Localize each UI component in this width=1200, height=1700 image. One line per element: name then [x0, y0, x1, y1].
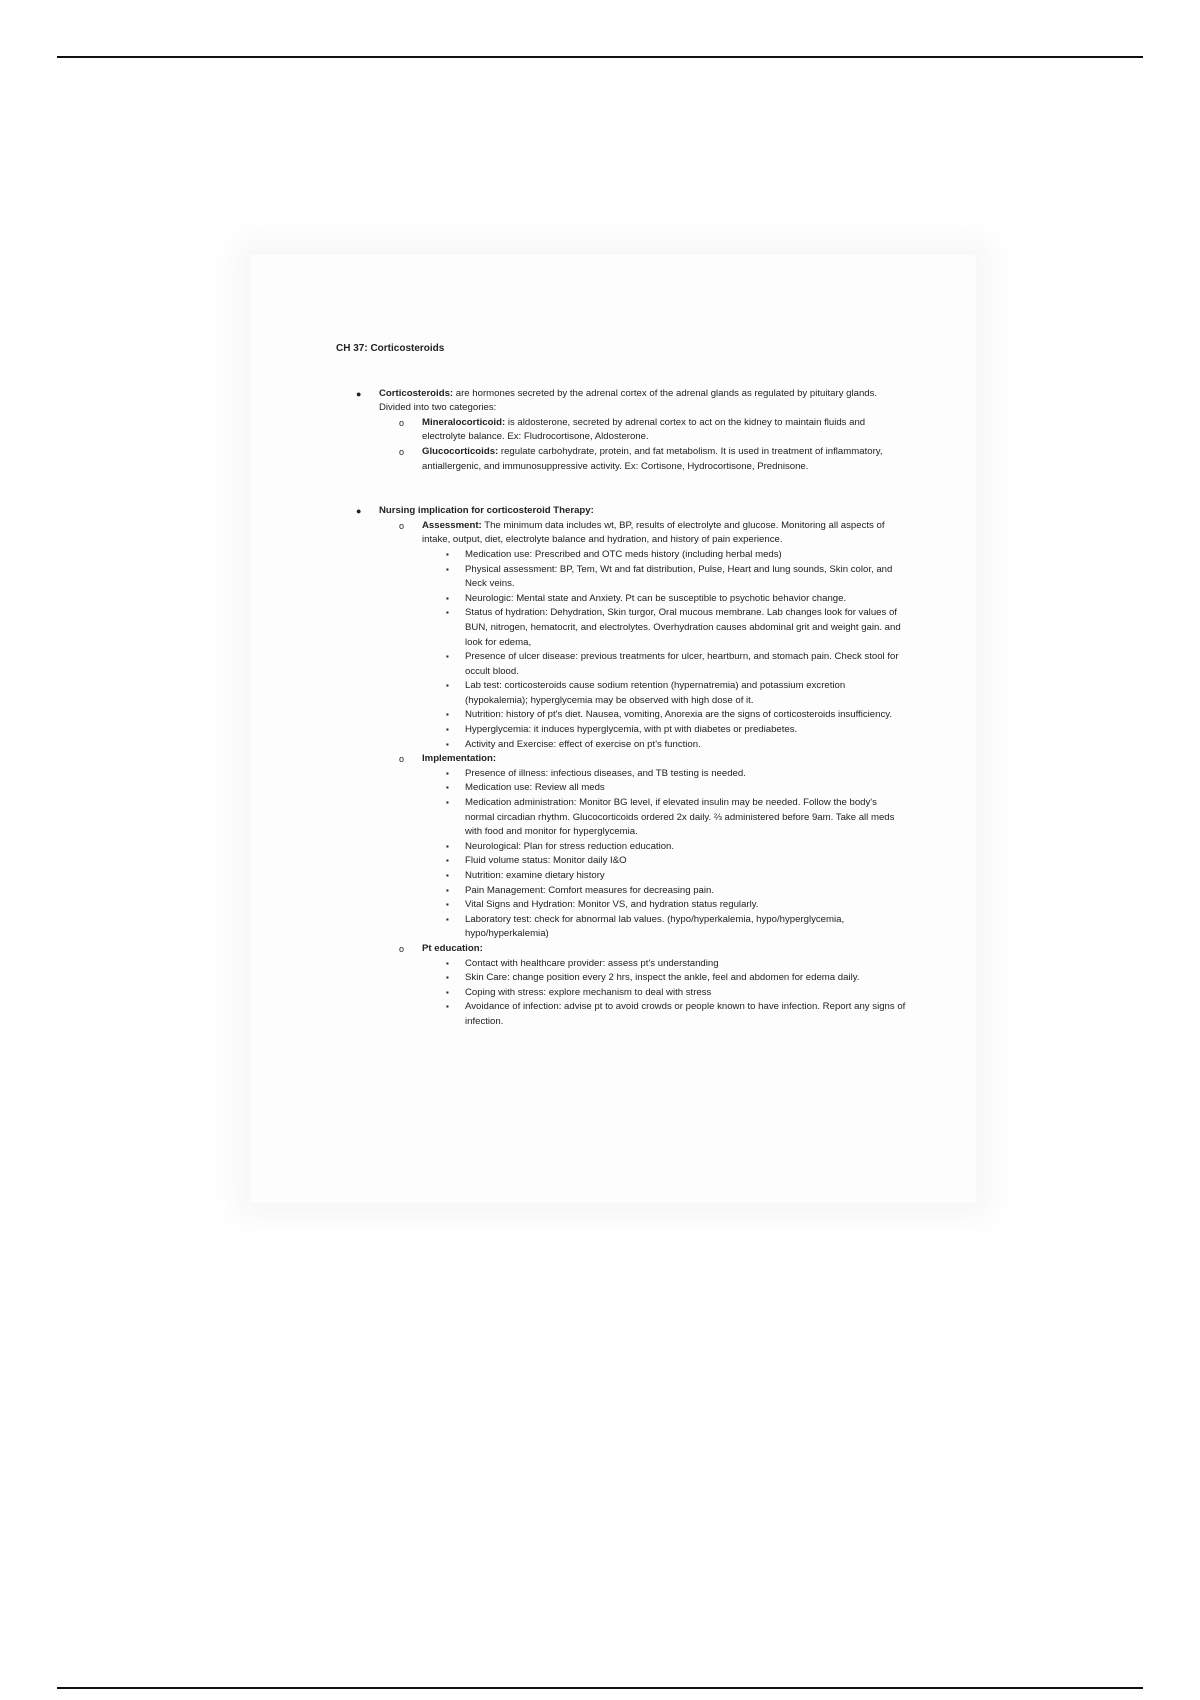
item-text: Presence of illness: infectious diseases, and TB testing is needed.	[465, 767, 746, 779]
square-bullet-icon: ▪	[446, 958, 449, 968]
item-text: Neurological: Plan for stress reduction education.	[465, 840, 675, 852]
disc-bullet-icon: ●	[356, 388, 362, 399]
square-bullet-icon: ▪	[446, 725, 449, 735]
list-item	[379, 752, 906, 942]
item-label: Mineralocorticoid:	[422, 416, 506, 428]
item-text: Fluid volume status: Monitor daily I&O	[465, 855, 627, 867]
item-text: Pain Management: Comfort measures for decreasing pain.	[465, 884, 715, 896]
circle-bullet-icon: o	[399, 520, 405, 531]
list-item	[422, 869, 906, 884]
document-content	[336, 342, 906, 1030]
square-bullet-icon: ▪	[446, 900, 449, 910]
item-label: Pt education:	[422, 942, 483, 954]
list-item	[379, 942, 906, 1030]
item-text: Nutrition: examine dietary history	[465, 870, 605, 881]
top-rule	[57, 56, 1143, 58]
list-item	[379, 416, 906, 445]
list-item	[422, 606, 906, 650]
list-item	[422, 563, 906, 592]
section-list	[336, 387, 906, 1030]
circle-bullet-icon: o	[399, 754, 405, 765]
item-text: Activity and Exercise: effect of exercise on pt's function.	[465, 738, 701, 750]
list-item	[422, 971, 906, 986]
item-label: Glucocorticoids:	[422, 445, 499, 457]
item-text: Skin Care: change position every 2 hrs, inspect the ankle, feel and abdomen for edema daily.	[465, 972, 860, 984]
square-bullet-icon: ▪	[446, 914, 449, 924]
item-label: Assessment:	[422, 519, 482, 531]
item-text: Avoidance of infection: advise pt to avoid crowds or people known to have infection. Report any signs of infection.	[465, 1001, 906, 1027]
square-bullet-icon: ▪	[446, 871, 449, 880]
list-item	[379, 519, 906, 753]
list-item	[422, 548, 906, 563]
list-item	[422, 781, 906, 796]
list-item	[422, 796, 906, 840]
item-text: is aldosterone, secreted by adrenal cortex to act on the kidney to maintain fluids and electrolyte balance. Ex: Fludrocortisone, Aldosterone.	[422, 416, 866, 443]
list-item	[422, 913, 906, 942]
item-text: Hyperglycemia: it induces hyperglycemia, with pt with diabetes or prediabetes.	[465, 724, 798, 736]
disc-bullet-icon: ●	[356, 506, 362, 517]
list-item	[422, 738, 906, 753]
bottom-rule	[57, 1687, 1143, 1689]
item-label: Implementation:	[422, 753, 497, 765]
square-bullet-icon: ▪	[446, 608, 449, 618]
list-item	[422, 650, 906, 679]
item-text: Nutrition: history of pt's diet. Nausea, vomiting, Anorexia are the signs of corticosteroids insufficiency.	[465, 709, 893, 721]
list-item	[422, 898, 906, 913]
square-bullet-icon: ▪	[446, 564, 449, 574]
list-item	[422, 708, 906, 723]
list-item	[422, 986, 906, 1001]
item-text: Medication use: Prescribed and OTC meds history (including herbal meds)	[465, 548, 782, 560]
square-bullet-icon: ▪	[446, 987, 449, 997]
item-text: are hormones secreted by the adrenal cortex of the adrenal glands as regulated by pituitary glands. Divided into two categories:	[379, 387, 878, 414]
item-label: Corticosteroids:	[379, 387, 454, 399]
page-title: CH 37: Corticosteroids	[336, 343, 445, 354]
item-text: Presence of ulcer disease: previous treatments for ulcer, heartburn, and stomach pain. Check stool for occult blood.	[465, 651, 899, 677]
square-bullet-icon: ▪	[446, 652, 449, 662]
circle-bullet-icon: o	[399, 417, 405, 428]
item-text: Lab test: corticosteroids cause sodium retention (hypernatremia) and potassium excretion (hypokalemia); hyperglycemia may be observed with high dose of it.	[465, 680, 846, 706]
list-item	[422, 840, 906, 855]
item-text: Medication administration: Monitor BG level, if elevated insulin may be needed. Follow the body's normal circadian rhythm. Glucocorticoids ordered 2x daily. ⅔ administered before 9am. Take all meds with food and monitor for hyperglycemia.	[465, 797, 895, 838]
list-item	[422, 592, 906, 607]
square-bullet-icon: ▪	[446, 841, 449, 851]
square-bullet-icon: ▪	[446, 739, 449, 749]
item-text: regulate carbohydrate, protein, and fat metabolism. It is used in treatment of inflammatory, antiallergenic, and immunosuppressive activity. Ex: Cortisone, Hydrocortisone, Prednisone.	[422, 445, 883, 472]
list-item	[336, 387, 906, 475]
list-item	[422, 854, 906, 869]
list-item	[336, 504, 906, 1029]
square-bullet-icon: ▪	[446, 681, 449, 691]
item-text: Vital Signs and Hydration: Monitor VS, and hydration status regularly.	[465, 899, 759, 911]
item-label: Nursing implication for corticosteroid Therapy:	[379, 505, 594, 517]
list-item	[422, 767, 906, 782]
square-bullet-icon: ▪	[446, 783, 449, 793]
item-text: Status of hydration: Dehydration, Skin turgor, Oral mucous membrane. Lab changes look for values of BUN, nitrogen, hematocrit, and electrolytes. Overhydration causes abdominal grit and weight gain. and look for edema,	[465, 607, 901, 648]
circle-bullet-icon: o	[399, 446, 405, 457]
square-bullet-icon: ▪	[446, 798, 449, 808]
square-bullet-icon: ▪	[446, 593, 449, 603]
square-bullet-icon: ▪	[446, 885, 449, 895]
item-text: Coping with stress: explore mechanism to deal with stress	[465, 986, 712, 998]
list-item	[379, 445, 906, 474]
list-item	[422, 957, 906, 972]
square-bullet-icon: ▪	[446, 973, 449, 983]
square-bullet-icon: ▪	[446, 1002, 449, 1012]
list-item	[422, 1000, 906, 1029]
item-text: Medication use: Review all meds	[465, 782, 605, 794]
square-bullet-icon: ▪	[446, 768, 449, 778]
list-item	[422, 723, 906, 738]
item-text: Contact with healthcare provider: assess pt's understanding	[465, 957, 719, 969]
circle-bullet-icon: o	[399, 943, 405, 954]
list-item	[422, 884, 906, 899]
item-text: The minimum data includes wt, BP, results of electrolyte and glucose. Monitoring all aspects of intake, output, diet, electrolyte balance and hydration, and history of pain experience.	[422, 519, 885, 546]
square-bullet-icon: ▪	[446, 856, 449, 866]
list-item	[422, 679, 906, 708]
item-text: Neurologic: Mental state and Anxiety. Pt can be susceptible to psychotic behavior change.	[465, 592, 847, 604]
item-text: Laboratory test: check for abnormal lab values. (hypo/hyperkalemia, hypo/hyperglycemia, hypo/hyperkalemia)	[465, 913, 845, 940]
square-bullet-icon: ▪	[446, 549, 449, 559]
item-text: Physical assessment: BP, Tem, Wt and fat distribution, Pulse, Heart and lung sounds, Skin color, and Neck veins.	[465, 563, 893, 590]
square-bullet-icon: ▪	[446, 710, 449, 720]
